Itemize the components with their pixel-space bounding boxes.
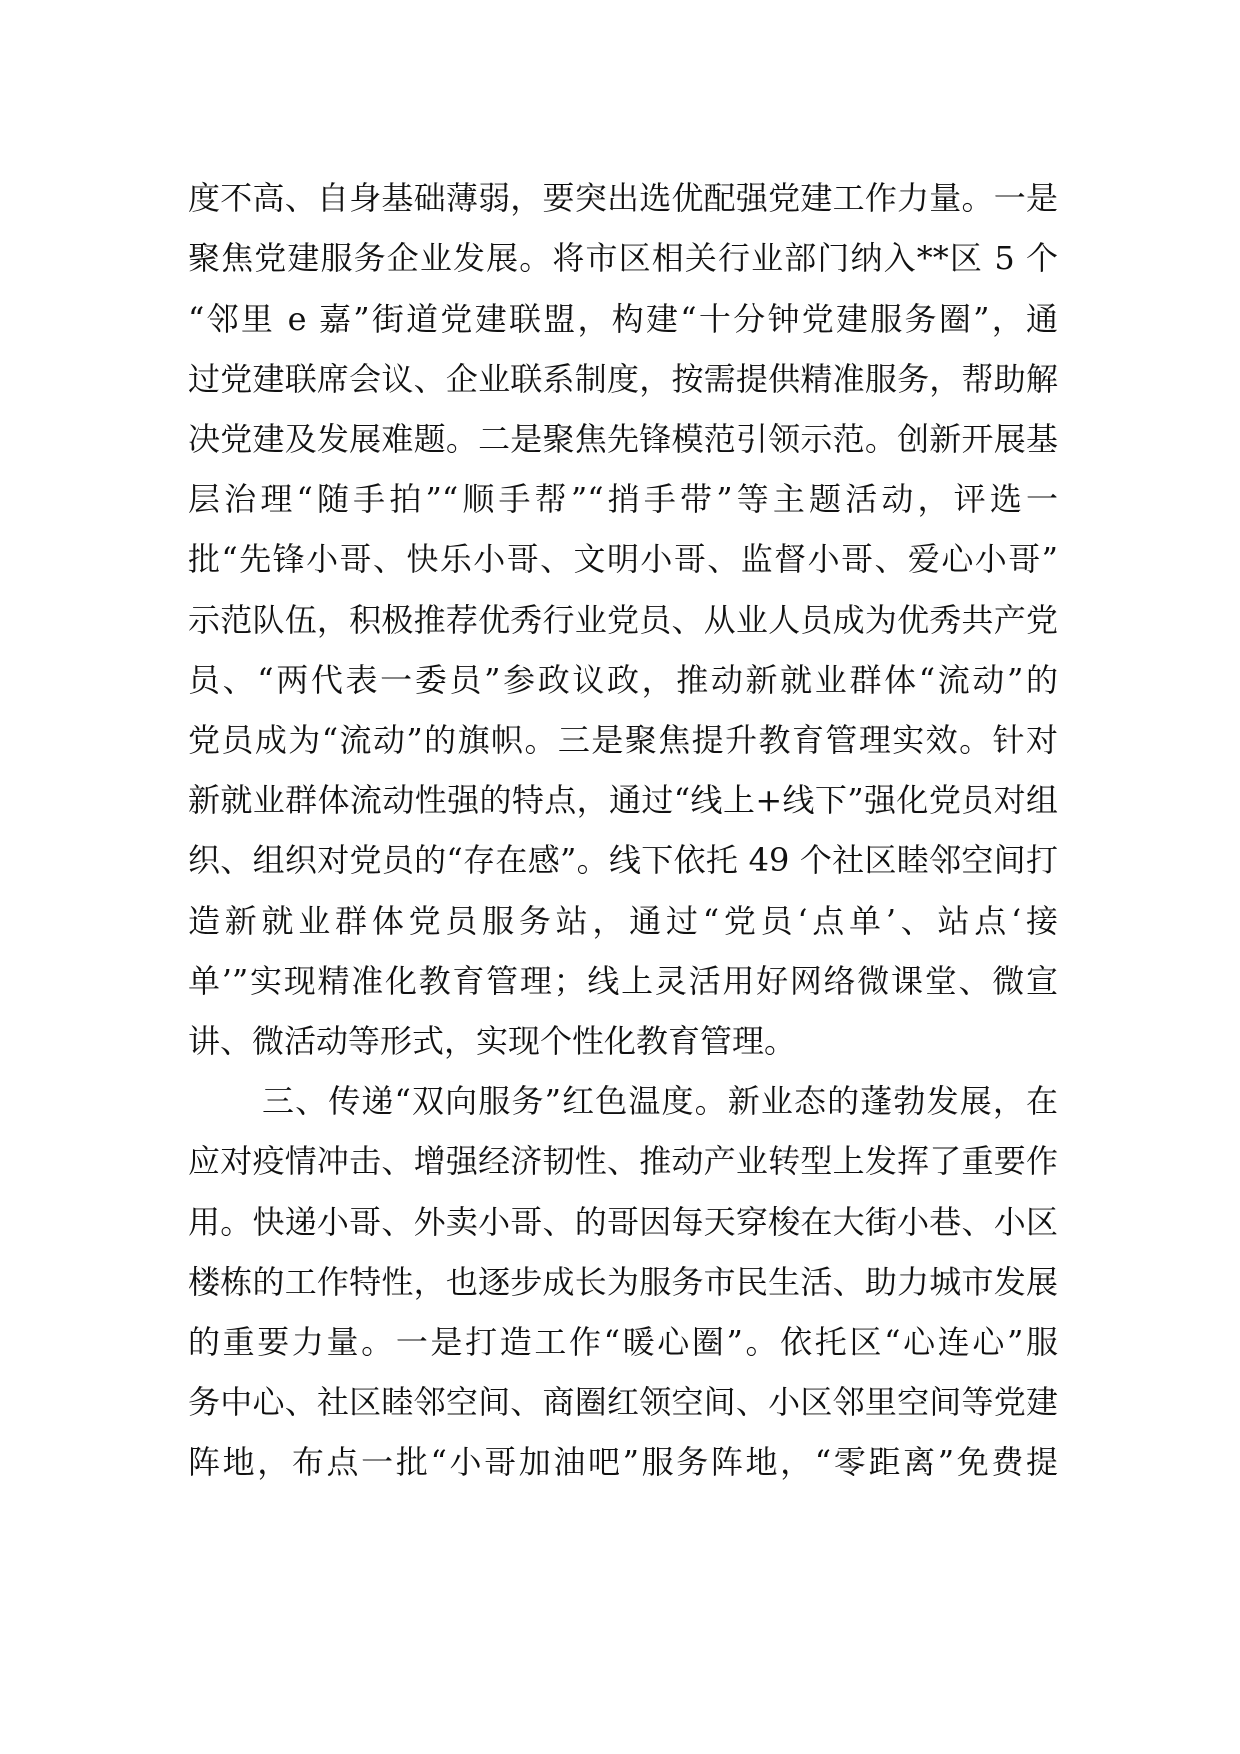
text-line: 过党建联席会议、企业联系制度，按需提供精准服务，帮助解 <box>188 360 1058 398</box>
text-line: 党员成为“流动”的旗帜。三是聚焦提升教育管理实效。针对 <box>188 721 1058 759</box>
text-line: 用。快递小哥、外卖小哥、的哥因每天穿梭在大街小巷、小区 <box>188 1203 1058 1241</box>
text-line: 讲、微活动等形式，实现个性化教育管理。 <box>188 1022 797 1060</box>
text-line: 新就业群体流动性强的特点，通过“线上+线下”强化党员对组 <box>188 781 1058 819</box>
text-line: 楼栋的工作特性，也逐步成长为服务市民生活、助力城市发展 <box>188 1263 1058 1301</box>
text-line: 度不高、自身基础薄弱，要突出选优配强党建工作力量。一是 <box>188 179 1058 217</box>
text-line: 造新就业群体党员服务站，通过“党员‘点单’、站点‘接 <box>188 902 1058 940</box>
text-line: 聚焦党建服务企业发展。将市区相关行业部门纳入**区 5 个 <box>188 239 1058 277</box>
text-line: 阵地，布点一批“小哥加油吧”服务阵地，“零距离”免费提 <box>188 1443 1058 1481</box>
text-line: 务中心、社区睦邻空间、商圈红领空间、小区邻里空间等党建 <box>188 1383 1058 1421</box>
paragraph-heading-line: 三、传递“双向服务”红色温度。新业态的蓬勃发展，在 <box>262 1082 1058 1120</box>
text-line: “邻里 e 嘉”街道党建联盟，构建“十分钟党建服务圈”，通 <box>188 300 1058 338</box>
text-line: 织、组织对党员的“存在感”。线下依托 49 个社区睦邻空间打 <box>188 841 1058 879</box>
text-line: 决党建及发展难题。二是聚焦先锋模范引领示范。创新开展基 <box>188 420 1058 458</box>
text-line: 应对疫情冲击、增强经济韧性、推动产业转型上发挥了重要作 <box>188 1142 1058 1180</box>
text-line: 层治理“随手拍”“顺手帮”“捎手带”等主题活动，评选一 <box>188 480 1058 518</box>
text-line: 员、“两代表一委员”参政议政，推动新就业群体“流动”的 <box>188 661 1058 699</box>
text-line: 示范队伍，积极推荐优秀行业党员、从业人员成为优秀共产党 <box>188 601 1058 639</box>
text-line: 批“先锋小哥、快乐小哥、文明小哥、监督小哥、爱心小哥” <box>188 540 1058 578</box>
text-line: 单’”实现精准化教育管理；线上灵活用好网络微课堂、微宣 <box>188 962 1058 1000</box>
text-line: 的重要力量。一是打造工作“暖心圈”。依托区“心连心”服 <box>188 1323 1058 1361</box>
